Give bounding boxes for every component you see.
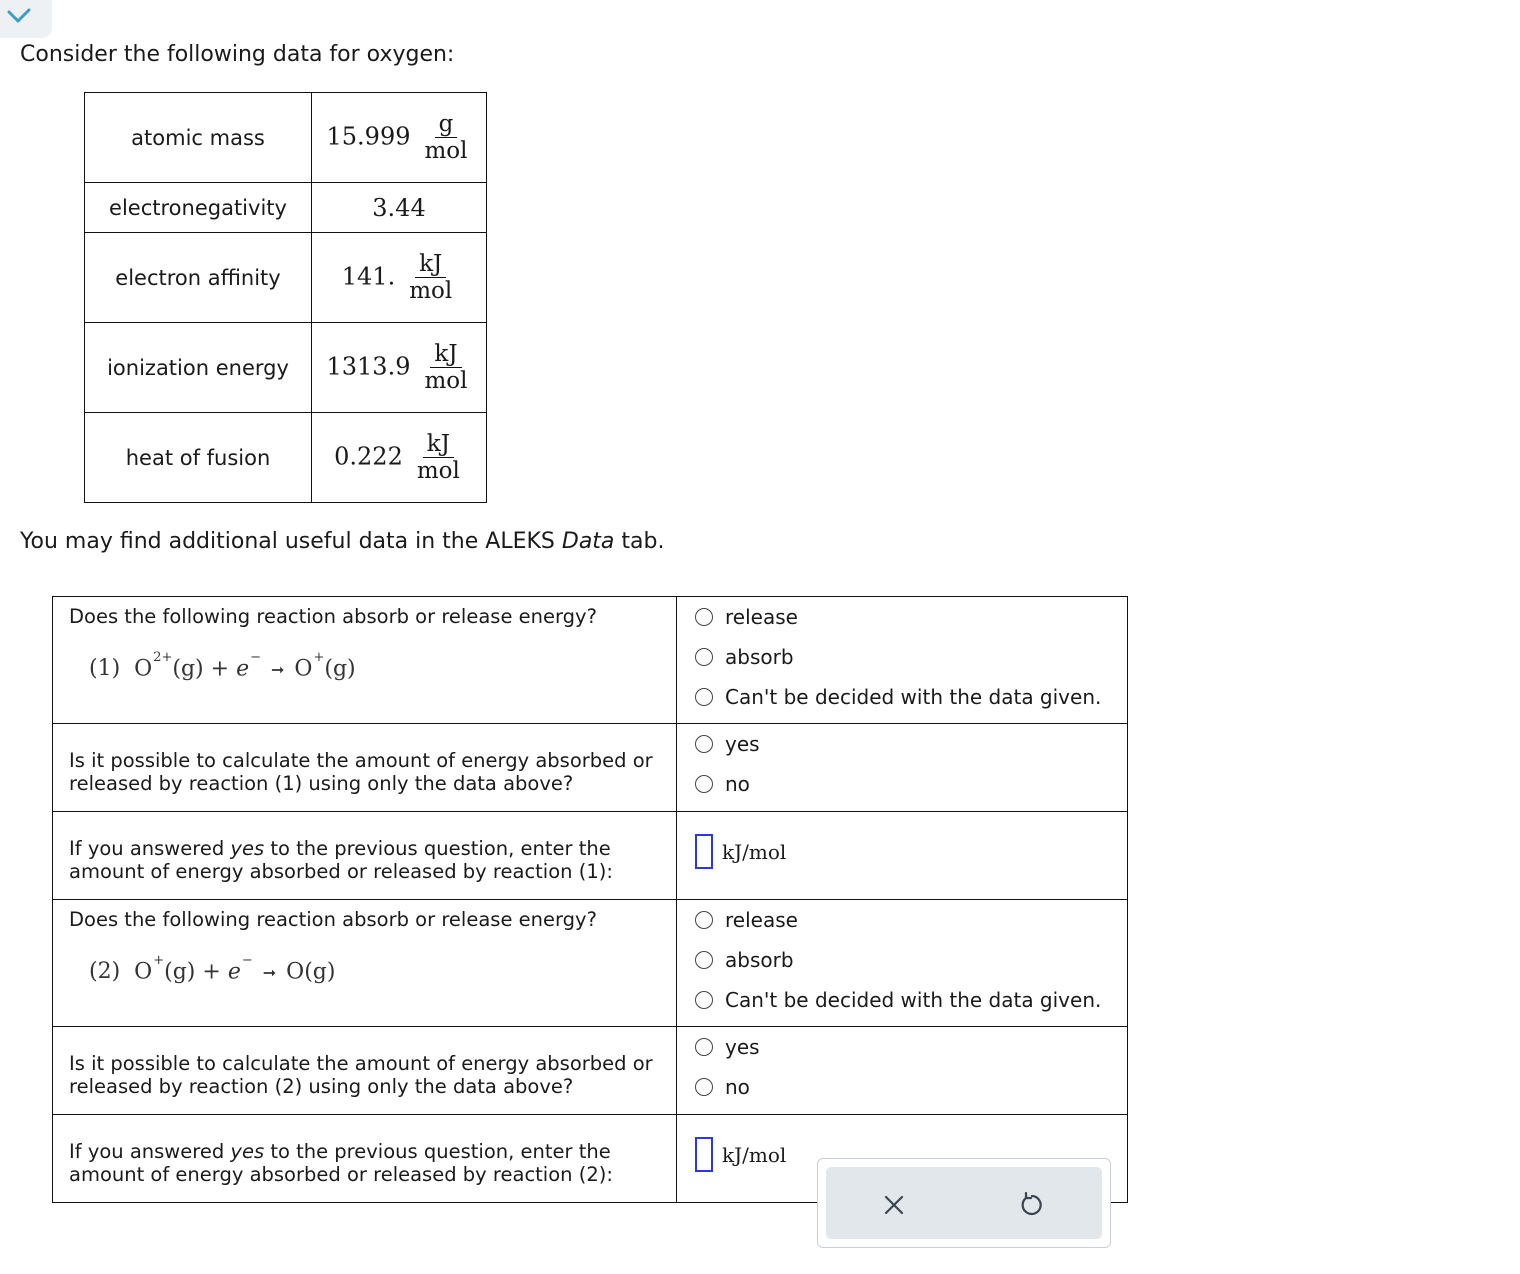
radio-circle-icon[interactable] xyxy=(695,1038,713,1056)
answer-cell xyxy=(677,724,1128,812)
property-label: electronegativity xyxy=(85,183,312,233)
radio-cannot-decide-2[interactable] xyxy=(695,980,1127,1020)
radio-circle-icon[interactable] xyxy=(695,991,713,1009)
unit-fraction xyxy=(420,111,471,165)
unit-label: kJ/mol xyxy=(722,1142,787,1167)
unit-denominator: mol xyxy=(416,458,460,484)
property-value xyxy=(312,323,487,413)
unit-numerator: g xyxy=(435,111,458,138)
reaction-1-equation xyxy=(89,650,660,682)
reactant: O xyxy=(134,959,153,985)
question-cell xyxy=(53,597,677,724)
radio-no-1[interactable] xyxy=(695,764,1127,804)
table-row xyxy=(85,183,487,233)
note-text: You may find additional useful data in the ALEKS xyxy=(20,529,562,554)
question-cell xyxy=(53,1115,677,1203)
radio-circle-icon[interactable] xyxy=(695,735,713,753)
radio-no-2[interactable] xyxy=(695,1067,1127,1107)
question-text: Does the following reaction absorb or release energy? xyxy=(69,605,597,628)
product: O xyxy=(294,656,313,682)
answer-cell xyxy=(677,1027,1128,1115)
property-value xyxy=(312,233,487,323)
table-row xyxy=(85,93,487,183)
close-icon xyxy=(883,1194,905,1216)
radio-label: release xyxy=(725,908,798,932)
radio-absorb-2[interactable] xyxy=(695,940,1127,980)
radio-circle-icon[interactable] xyxy=(695,1078,713,1096)
question-text: Is it possible to calculate the amount of energy absorbed or released by reaction (2) using only the data above? xyxy=(69,1051,653,1098)
radio-label: no xyxy=(725,772,750,796)
radio-circle-icon[interactable] xyxy=(695,951,713,969)
question-emphasis: yes xyxy=(230,1139,265,1163)
radio-label: release xyxy=(725,605,798,629)
unit-denominator: mol xyxy=(409,278,453,304)
question-row xyxy=(53,724,1128,812)
reactant: O xyxy=(134,656,153,682)
reactant-charge: 2+ xyxy=(153,650,173,665)
radio-circle-icon[interactable] xyxy=(695,648,713,666)
question-text xyxy=(69,837,660,883)
table-row xyxy=(85,323,487,413)
unit-denominator: mol xyxy=(424,138,468,164)
unit-fraction xyxy=(420,341,471,395)
energy-input-1[interactable] xyxy=(695,834,713,869)
question-cell xyxy=(53,1027,677,1115)
electron: e xyxy=(236,656,250,682)
question-cell xyxy=(53,900,677,1027)
radio-yes-2[interactable] xyxy=(695,1027,1127,1067)
reaction-number: (2) xyxy=(89,959,121,985)
unit-label: kJ/mol xyxy=(722,839,787,864)
question-text: Does the following reaction absorb or release energy? xyxy=(69,908,597,931)
radio-label: absorb xyxy=(725,948,794,972)
arrow-icon: ➞ xyxy=(271,660,285,680)
value-number: 1313.9 xyxy=(326,352,411,380)
table-row xyxy=(85,413,487,503)
property-label: electron affinity xyxy=(85,233,312,323)
radio-circle-icon[interactable] xyxy=(695,775,713,793)
reaction-2-equation xyxy=(89,953,660,985)
question-text-start: If you answered xyxy=(69,836,231,860)
radio-circle-icon[interactable] xyxy=(695,688,713,706)
radio-label: yes xyxy=(725,1035,760,1059)
electron: e xyxy=(227,959,241,985)
radio-label: Can't be decided with the data given. xyxy=(725,685,1102,709)
radio-label: Can't be decided with the data given. xyxy=(725,988,1102,1012)
chevron-down-icon xyxy=(6,7,32,27)
property-label: ionization energy xyxy=(85,323,312,413)
product-state: (g) xyxy=(304,959,336,985)
property-label: heat of fusion xyxy=(85,413,312,503)
intro-text: Consider the following data for oxygen: xyxy=(20,42,455,67)
data-tab-note xyxy=(20,529,664,554)
electron-charge: − xyxy=(241,953,253,968)
question-cell xyxy=(53,724,677,812)
action-bar-inner xyxy=(826,1167,1102,1239)
property-value xyxy=(312,93,487,183)
unit-denominator: mol xyxy=(424,368,468,394)
unit-fraction xyxy=(405,251,456,305)
question-text: Is it possible to calculate the amount of energy absorbed or released by reaction (1) using only the data above? xyxy=(69,748,653,795)
question-row xyxy=(53,1027,1128,1115)
oxygen-data-table xyxy=(84,92,487,503)
radio-yes-1[interactable] xyxy=(695,724,1127,764)
question-text-end: to the previous question, enter the amount of energy absorbed or released by reaction (2): xyxy=(69,1139,613,1186)
unit-numerator: kJ xyxy=(415,251,446,278)
answer-cell xyxy=(677,812,1128,900)
radio-circle-icon[interactable] xyxy=(695,608,713,626)
radio-label: no xyxy=(725,1075,750,1099)
question-row xyxy=(53,812,1128,900)
note-emphasis: Data xyxy=(561,529,615,554)
product: O xyxy=(286,959,305,985)
radio-label: absorb xyxy=(725,645,794,669)
question-table xyxy=(52,596,1128,1203)
clear-button[interactable] xyxy=(874,1185,914,1225)
undo-button[interactable] xyxy=(1012,1185,1052,1225)
answer-cell xyxy=(677,900,1128,1027)
unit-numerator: kJ xyxy=(430,341,461,368)
question-text xyxy=(69,1140,660,1186)
property-value xyxy=(312,413,487,503)
table-row xyxy=(85,233,487,323)
note-text-end: tab. xyxy=(614,529,665,554)
reactant-charge: + xyxy=(153,953,165,968)
question-row xyxy=(53,900,1128,1027)
answer-action-bar xyxy=(817,1158,1111,1248)
question-text-start: If you answered xyxy=(69,1139,231,1163)
product-state: (g) xyxy=(324,656,356,682)
value-number: 0.222 xyxy=(334,442,403,470)
question-cell xyxy=(53,812,677,900)
reactant-state: (g) xyxy=(164,959,196,985)
unit-numerator: kJ xyxy=(423,431,454,458)
question-text-end: to the previous question, enter the amount of energy absorbed or released by reaction (1): xyxy=(69,836,613,883)
property-value: 3.44 xyxy=(312,183,487,233)
radio-release-2[interactable] xyxy=(695,900,1127,940)
radio-circle-icon[interactable] xyxy=(695,911,713,929)
plus-sign: + xyxy=(202,959,221,985)
radio-cannot-decide-1[interactable] xyxy=(695,677,1127,717)
electron-charge: − xyxy=(250,650,262,665)
reaction-number: (1) xyxy=(89,656,121,682)
radio-absorb-1[interactable] xyxy=(695,637,1127,677)
radio-label: yes xyxy=(725,732,760,756)
collapse-toggle[interactable] xyxy=(0,0,52,38)
energy-entry-1 xyxy=(695,812,1127,891)
value-number: 141. xyxy=(341,262,396,290)
question-row xyxy=(53,597,1128,724)
radio-release-1[interactable] xyxy=(695,597,1127,637)
value-number: 15.999 xyxy=(326,122,411,150)
property-label: atomic mass xyxy=(85,93,312,183)
answer-cell xyxy=(677,597,1128,724)
reactant-state: (g) xyxy=(172,656,204,682)
product-charge: + xyxy=(313,650,325,665)
unit-fraction xyxy=(413,431,464,485)
arrow-icon: ➞ xyxy=(262,963,277,983)
undo-icon xyxy=(1019,1192,1045,1218)
plus-sign: + xyxy=(210,656,230,682)
energy-input-2[interactable] xyxy=(695,1137,713,1172)
question-emphasis: yes xyxy=(230,836,265,860)
